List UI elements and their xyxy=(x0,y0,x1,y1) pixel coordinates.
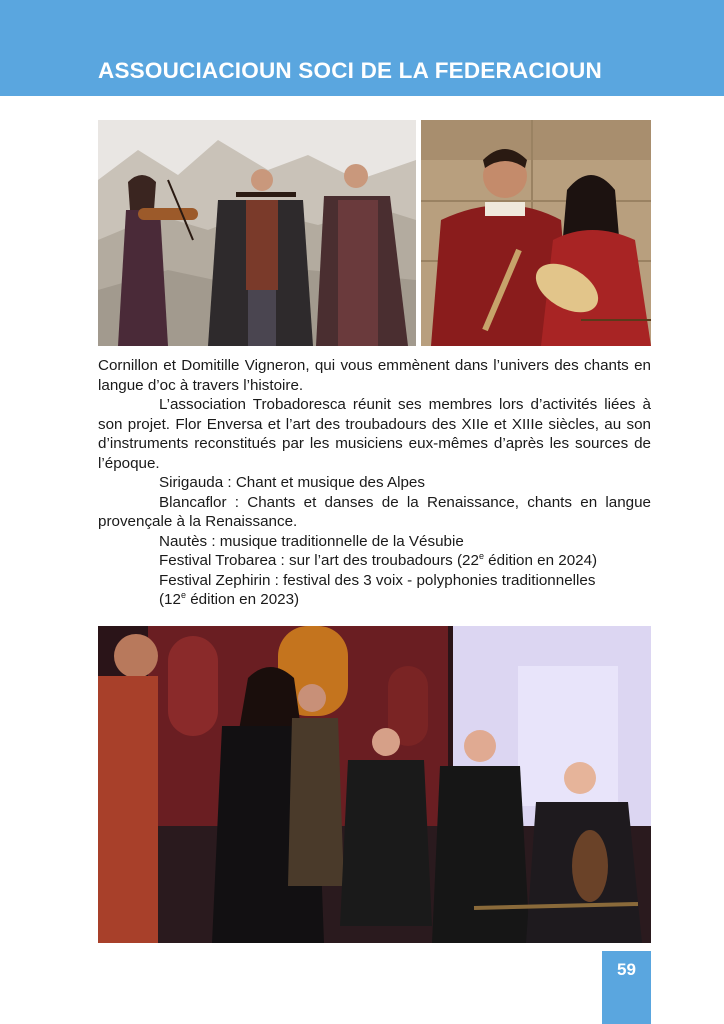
festival-zephirin-edition-open: (12 xyxy=(159,591,181,608)
festival-zephirin-edition: édition en 2023) xyxy=(185,591,300,608)
musicians-outdoor-photo xyxy=(98,120,416,346)
group-nautes: Nautès : musique traditionnelle de la Vésubie xyxy=(159,532,464,550)
festival-zephirin-text: Festival Zephirin : festival des 3 voix - polyphonies traditionnelles xyxy=(159,571,596,589)
page-number-box xyxy=(602,951,651,1024)
page-number: 59 xyxy=(617,960,636,979)
ordinal-suffix: e xyxy=(180,589,186,600)
paragraph-intro: Cornillon et Domitille Vigneron, qui vous emmènent dans l’univers des chants en langue d’oc à travers l’histoire. xyxy=(98,357,651,394)
ordinal-suffix: e xyxy=(478,550,484,561)
group-blancaflor: Blancaflor : Chants et danses de la Renaissance, chants en langue provençale à la Renaissance. xyxy=(98,493,651,530)
festival-trobarea xyxy=(98,551,651,571)
troubadour-duo-photo xyxy=(421,120,651,346)
festival-zephirin xyxy=(98,571,651,610)
festival-trobarea-edition: édition en 2024) xyxy=(483,552,598,569)
page-title: ASSOUCIACIOUN SOCI DE LA FEDERACIOUN xyxy=(98,58,602,83)
festival-trobarea-text: Festival Trobarea : sur l’art des troubadours (22 xyxy=(159,552,479,569)
choir-in-chapel-photo xyxy=(98,626,651,943)
page-header-band xyxy=(0,0,724,96)
paragraph-association: L’association Trobadoresca réunit ses membres lors d’activités liées à son projet. Flor Enversa et l’art des troubadours des XIIe et XIIIe siècles, au son d’instruments reconstitués par les musiciens eux-mêmes d’après les sources de l’époque. xyxy=(98,396,651,472)
article-body xyxy=(98,356,651,610)
group-sirigauda: Sirigauda : Chant et musique des Alpes xyxy=(159,474,425,491)
